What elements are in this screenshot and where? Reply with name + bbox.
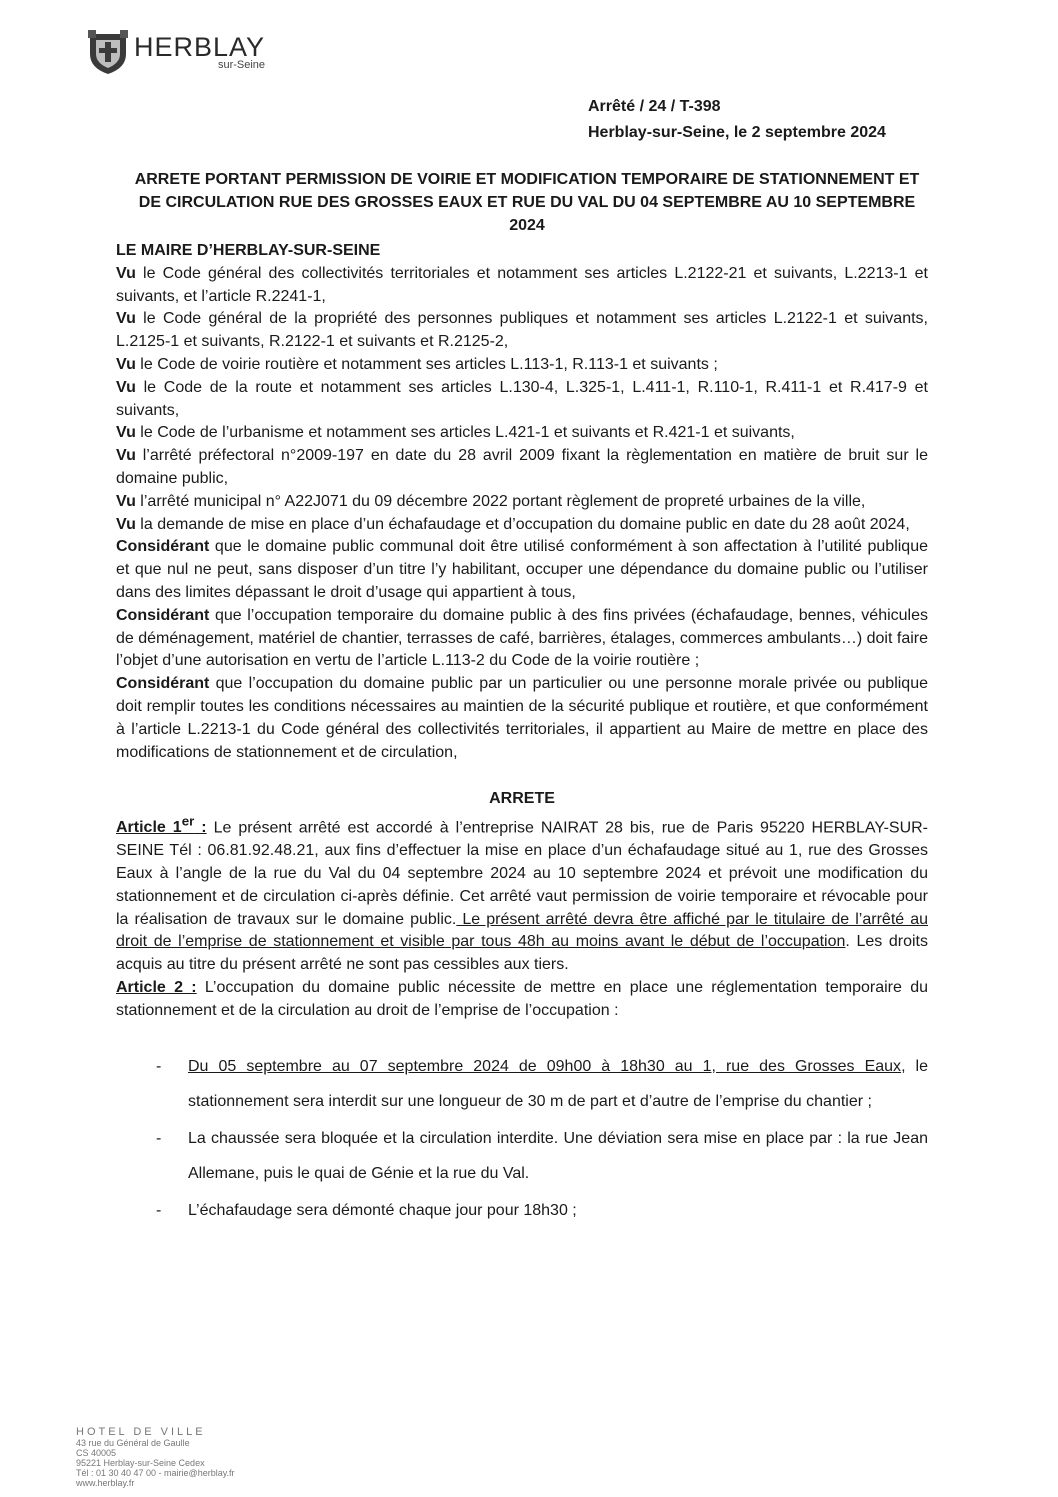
visa-item: Vu le Code de la route et notamment ses articles L.130-4, L.325-1, L.411-1, R.110-1, R.411-1 et R.417-9 et suivants, [116,378,928,419]
logo-name: HERBLAY [134,32,266,62]
article-1: Article 1er : Le présent arrêté est accordé à l’entreprise NAIRAT 28 bis, rue de Paris 95220 HERBLAY-SUR-SEINE Tél : 06.81.92.48.21, aux fins d’effectuer la mise en place d’un échafaudage situé au 1, rue des Grosses Eaux à l’angle de la rue du Val du 04 septembre 2024 au 10 septembre 2024 et prévoit une modification du stationnement et de circulation ci-après définie. Cet arrêté vaut permission de voirie temporaire et révocable pour la réalisation de travaux sur le domaine public. Le présent arrêté devra être affiché par le titulaire de l’arrêté au droit de l’emprise de stationnement et visible par tous 48h au moins avant le début de l’occupation. Les droits acquis au titre du présent arrêté ne sont pas cessibles aux tiers. [116,814,929,974]
considerant-item: Considérant que l’occupation temporaire du domaine public à des fins privées (échafaudage, bennes, véhicules de déménagement, matériel de chantier, terrasses de café, barrières, étalages, commerces ambulants…) doit faire l’objet d’une autorisation en vertu de l’article L.113-2 du Code de la voirie routière ; [116,606,928,670]
visa-item: Vu l’arrêté préfectoral n°2009-197 en date du 28 avril 2009 fixant la règlementation en matière de bruit sur le domaine public, [116,447,928,487]
authority-heading: LE MAIRE D’HERBLAY-SUR-SEINE [116,242,381,259]
city-crest-icon [86,28,130,76]
article-2: Article 2 : L’occupation du domaine public nécessite de mettre en place une réglementation temporaire du stationnement et de la circulation au droit de l’emprise de l’occupation : [116,979,928,1019]
logo-subtitle: sur-Seine [217,59,266,71]
considerant-item: Considérant que le domaine public communal doit être utilisé conformément à son affectation à l’utilité publique et que nul ne peut, sans disposer d’un titre l’y habilitant, occuper une dépendance du domaine public ou l’utiliser dans des limites dépassant le droit d’usage qui appartient à tous, [116,538,928,601]
visa-item: Vu le Code de l’urbanisme et notamment ses articles L.421-1 et suivants et R.421-1 et suivants, [116,424,795,442]
considerant-item: Considérant que l’occupation du domaine public par un particulier ou une personne morale privée ou publique doit remplir toutes les conditions nécessaires au maintien de la sécurité publique et routière, et que conformément à l’article L.2213-1 du Code général des collectivités territoriales, il appartient au Maire de mettre en place des modifications de stationnement et de circulation, [116,675,928,761]
footer-address: HOTEL DE VILLE 43 rue du Général de Gaulle CS 40005 95221 Herblay-sur-Seine Cedex Tél : 01 30 40 47 00 - mairie@herblay.fr www.herblay.fr [76,1426,235,1488]
measures-list [116,1049,928,1228]
herblay-logo [86,28,265,76]
visa-item: Vu l’arrêté municipal n° A22J071 du 09 décembre 2022 portant règlement de propreté urbaines de la ville, [116,492,866,510]
place-date: Herblay-sur-Seine, le 2 septembre 2024 [588,124,886,141]
visa-item: Vu le Code général des collectivités territoriales et notamment ses articles L.2122-21 et suivants, L.2213-1 et suivants, et l’article R.2241-1, [116,264,928,305]
list-item: - L’échafaudage sera démonté chaque jour pour 18h30 ; [156,1201,577,1219]
list-item: - Du 05 septembre au 07 septembre 2024 de 09h00 à 18h30 au 1, rue des Grosses Eaux, le stationnement sera interdit sur une longueur de 30 m de part et d’autre de l’emprise du chantier ; [156,1057,929,1110]
list-item: - La chaussée sera bloquée et la circulation interdite. Une déviation sera mise en place par : la rue Jean Allemane, puis le quai de Génie et la rue du Val. [156,1129,928,1182]
article-2-label: Article 2 : [116,979,197,997]
document-title: ARRETE PORTANT PERMISSION DE VOIRIE ET MODIFICATION TEMPORAIRE DE STATIONNEMENT ET DE CIRCULATION RUE DES GROSSES EAUX ET RUE DU VAL DU 04 SEPTEMBRE AU 10 SEPTEMBRE 2024 [134,171,920,234]
visa-item: Vu le Code général de la propriété des personnes publiques et notamment ses articles L.2122-1 et suivants, L.2125-1 et suivants, R.2122-1 et suivants et R.2125-2, [116,310,928,351]
reference-block [588,96,886,144]
decision-heading: ARRETE [489,790,555,808]
visa-item: Vu le Code de voirie routière et notamment ses articles L.113-1, R.113-1 et suivants ; [116,355,718,373]
document-body [116,240,928,1230]
visa-item: Vu la demande de mise en place d’un échafaudage et d’occupation du domaine public en date du 28 août 2024, [116,515,910,533]
article-1-label: Article 1er : [116,814,207,837]
arrete-number: Arrêté / 24 / T-398 [588,98,721,115]
